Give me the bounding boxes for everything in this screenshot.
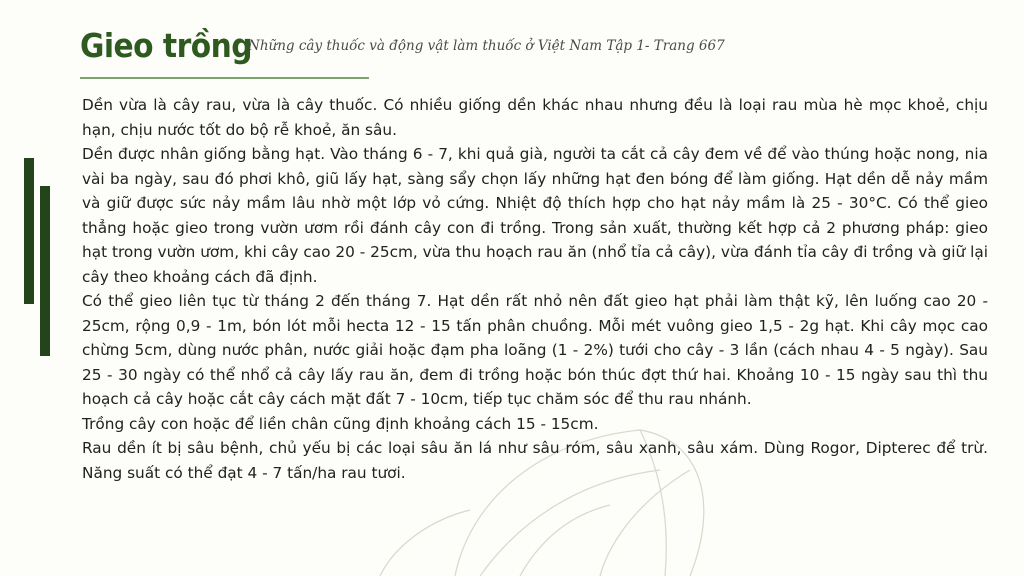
decorative-bar-left — [24, 158, 34, 304]
decorative-bar-right — [40, 186, 50, 356]
paragraph-propagation: Dền được nhân giống bằng hạt. Vào tháng 6 - 7, khi quả già, người ta cắt cả cây đem về để vào thúng hoặc nong, nia vài ba ngày, sau đó phơi khô, giũ lấy hạt, sàng sẩy chọn lấy những hạt đen bóng để làm giống. Hạt dền dễ nảy mầm và giữ được sức nảy mầm lâu nhờ một lớp vỏ cứng. Nhiệt độ thích hợp cho hạt nảy mầm là 25 - 30°C. Có thể gieo thẳng hoặc gieo trong vườn ươm rồi đánh cây con đi trồng. Trong sản xuất, thường kết hợp cả 2 phương pháp: gieo hạt trong vườn ươm, khi cây cao 20 - 25cm, vừa thu hoạch rau ăn (nhổ tỉa cả cây), vừa đánh tỉa cây đi trồng và giữ lại cây theo khoảng cách đã định. — [82, 145, 988, 286]
paragraph-sowing: Có thể gieo liên tục từ tháng 2 đến tháng 7. Hạt dền rất nhỏ nên đất gieo hạt phải làm thật kỹ, lên luống cao 20 - 25cm, rộng 0,9 - 1m, bón lót mỗi hecta 12 - 15 tấn phân chuồng. Mỗi mét vuông gieo 1,5 - 2g hạt. Khi cây mọc cao chừng 5cm, dùng nước phân, nước giải hoặc đạm pha loãng (1 - 2%) tưới cho cây - 3 lần (cách nhau 4 - 5 ngày). Sau 25 - 30 ngày có thể nhổ cả cây lấy rau ăn, đem đi trồng hoặc bón thúc đợt thứ hai. Khoảng 10 - 15 ngày sau thì thu hoạch cả cây hoặc cắt cây cách mặt đất 7 - 10cm, tiếp tục chăm sóc để thu rau nhánh. — [82, 292, 988, 408]
paragraph-spacing: Trồng cây con hoặc để liền chân cũng định khoảng cách 15 - 15cm. — [82, 414, 599, 433]
paragraph-pests: Rau dền ít bị sâu bệnh, chủ yếu bị các loại sâu ăn lá như sâu róm, sâu xanh, sâu xám. Dùng Rogor, Dipterec để trừ. Năng suất có thể đạt 4 - 7 tấn/ha rau tươi. — [82, 439, 988, 482]
source-citation: Những cây thuốc và động vật làm thuốc ở Việt Nam Tập 1- Trang 667 — [248, 38, 725, 54]
page-title: Gieo trồng — [80, 26, 253, 65]
body-text — [82, 93, 988, 485]
title-underline — [80, 77, 369, 79]
paragraph-intro: Dền vừa là cây rau, vừa là cây thuốc. Có nhiều giống dền khác nhau nhưng đều là loại rau mùa hè mọc khoẻ, chịu hạn, chịu nước tốt do bộ rễ khoẻ, ăn sâu. — [82, 96, 988, 139]
